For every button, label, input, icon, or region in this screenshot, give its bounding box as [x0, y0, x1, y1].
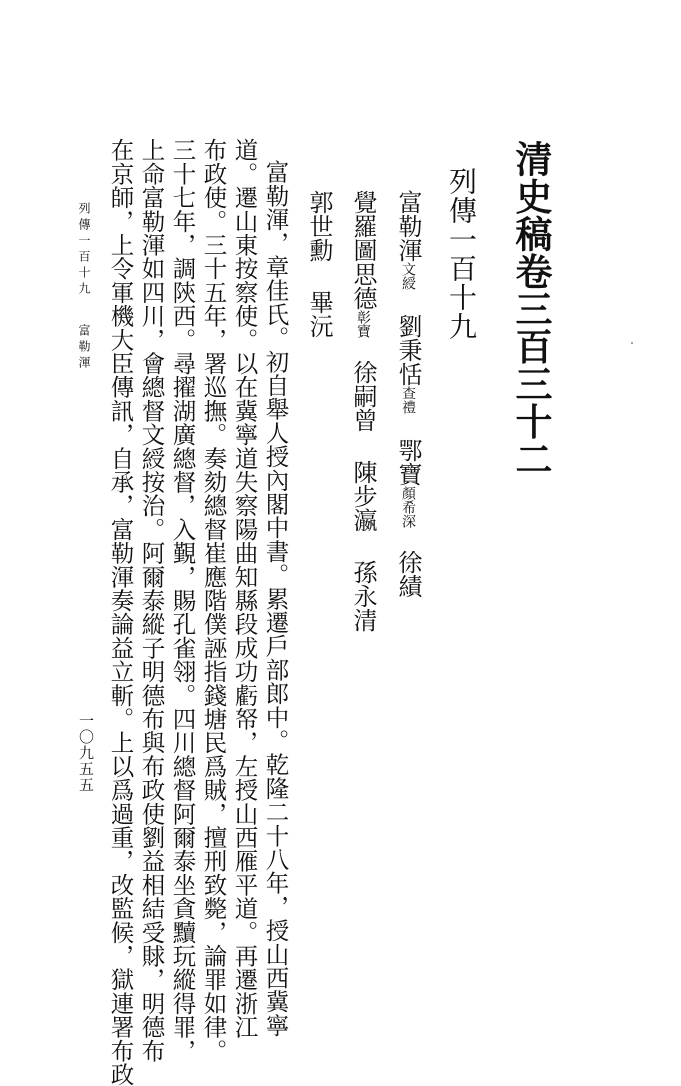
margin-label — [78, 202, 90, 372]
name-item: 畢沅 — [305, 290, 333, 338]
name-item: 徐績 — [394, 550, 422, 598]
name-item: 覺羅圖思德 — [349, 190, 377, 310]
body-column-6: 在京師，上令軍機大臣傳訊，自承，富勒渾奏論益立斬。上以爲過重，改監候，獄連署布政 — [106, 138, 135, 1086]
name-note: 文綬 — [400, 262, 416, 290]
margin-chapter-label: 列傳一百十九 — [77, 202, 91, 298]
body-column-4: 三十七年，調陝西。尋擢湖廣總督，入覲，賜孔雀翎。四川總督阿爾泰坐貪黷玩縱得罪， — [168, 138, 197, 1063]
scan-speck — [631, 342, 633, 344]
names-row-2 — [351, 190, 375, 632]
name-item: 陳步瀛 — [349, 460, 377, 532]
name-note: 顏希深 — [400, 486, 416, 528]
body-column-3: 布政使。三十五年，署巡撫。奏劾總督崔應階僕誣指錢塘民爲賊，擅刑致斃，論罪如律。 — [199, 138, 228, 1063]
body-column-2: 道。遷山東按察使。以在冀寧道失察陽曲知縣段成功虧帑，左授山西雁平道。再遷浙江 — [230, 138, 259, 1039]
name-item: 劉秉恬 — [394, 314, 422, 386]
page-title: 清史稿卷三百三十二 — [509, 140, 553, 478]
body-column-5: 上命富勒渾如四川，會總督文綬按治。阿爾泰縱子明德布與布政使劉益相結受賕，明德布 — [137, 138, 166, 1063]
page-number: 一〇九五五 — [77, 713, 95, 793]
names-row-1 — [396, 190, 420, 598]
name-note: 查禮 — [400, 386, 416, 414]
name-item: 孫永清 — [349, 560, 377, 632]
name-item: 鄂寶 — [394, 438, 422, 486]
name-note: 彰寶 — [355, 310, 371, 338]
name-item: 富勒渾 — [394, 190, 422, 262]
name-item: 郭世勳 — [305, 190, 333, 262]
body-column-1: 富勒渾，章佳氏。初自舉人授內閣中書。累遷戶部郎中。乾隆二十八年，授山西冀寧 — [261, 160, 290, 1037]
names-row-3 — [307, 190, 331, 338]
chapter-heading: 列傳一百十九 — [445, 167, 478, 341]
name-item: 徐嗣曾 — [349, 360, 377, 432]
margin-name-label: 富勒渾 — [77, 324, 91, 372]
